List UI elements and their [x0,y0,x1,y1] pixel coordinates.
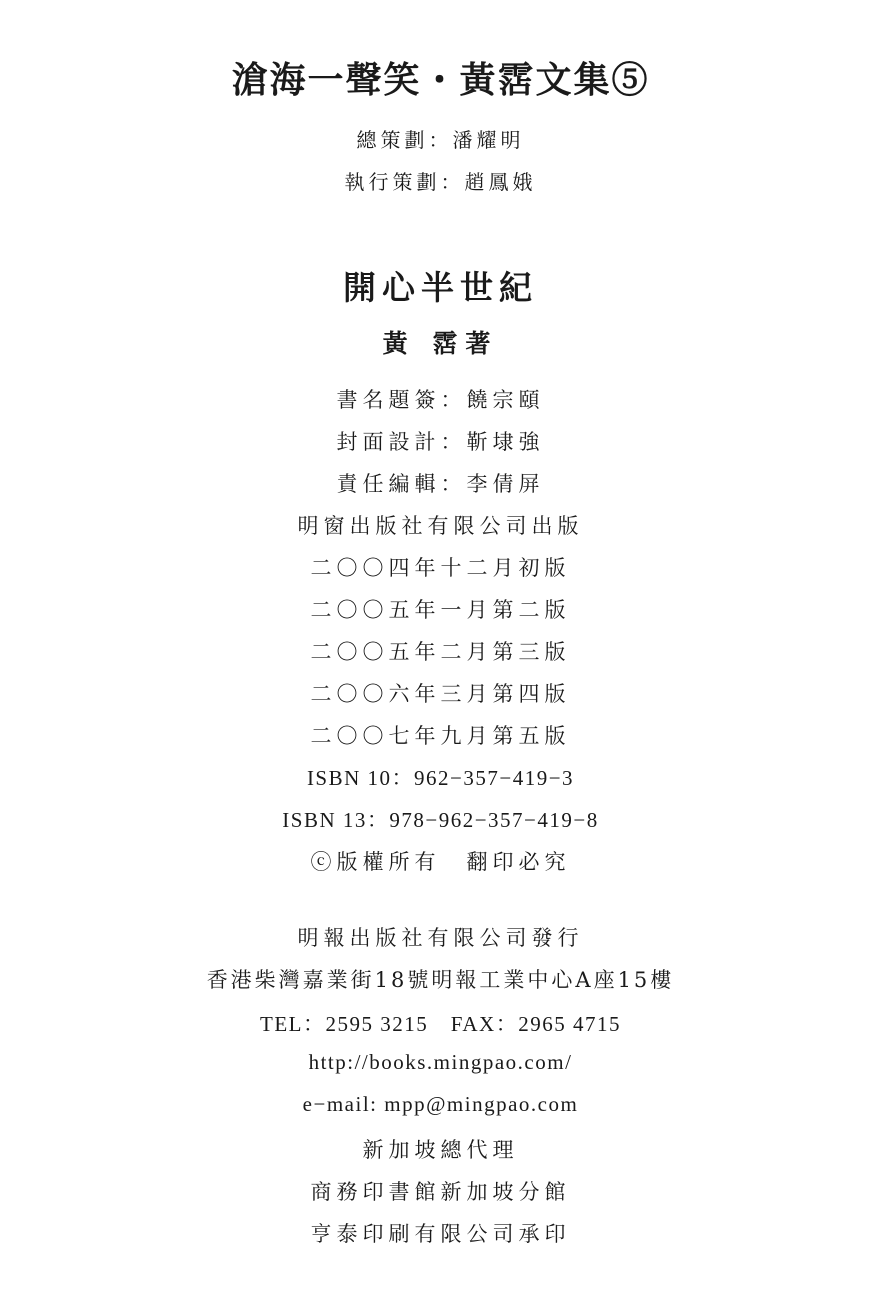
edition-line: 二〇〇七年九月第五版 [310,724,571,748]
executive-planner-credit: 執行策劃：趙鳳娥 [344,170,537,194]
copyright-notice: ⓒ版權所有 翻印必究 [310,850,571,874]
phone-fax: TEL：2595 3215 FAX：2965 4715 [260,1012,621,1036]
chief-planner-credit: 總策劃：潘耀明 [356,128,525,152]
series-title: 滄海一聲笑・黃霑文集⑤ [231,59,650,101]
edition-line: 二〇〇六年三月第四版 [310,682,571,706]
isbn-13: ISBN 13：978−962−357−419−8 [282,808,599,832]
singapore-agent: 商務印書館新加坡分館 [310,1180,571,1204]
edition-line: 二〇〇四年十二月初版 [310,556,571,580]
publisher-line: 明窗出版社有限公司出版 [297,514,584,538]
distributor-line: 明報出版社有限公司發行 [297,926,584,950]
isbn-10: ISBN 10：962−357−419−3 [306,766,575,790]
cover-design-credit: 封面設計：靳埭強 [336,430,545,454]
email-address: e−mail: mpp@mingpao.com [302,1092,579,1116]
editor-credit: 責任編輯：李倩屏 [336,472,545,496]
singapore-agent-label: 新加坡總代理 [362,1138,519,1162]
author-line: 黃 霑著 [382,329,499,358]
edition-line: 二〇〇五年一月第二版 [310,598,571,622]
book-title: 開心半世紀 [343,268,538,307]
distributor-address: 香港柴灣嘉業街18號明報工業中心A座15樓 [206,968,675,992]
printer-line: 亨泰印刷有限公司承印 [310,1222,571,1246]
edition-line: 二〇〇五年二月第三版 [310,640,571,664]
title-calligraphy-credit: 書名題簽：饒宗頤 [336,388,545,412]
website-link: http://books.mingpao.com/ [308,1050,573,1074]
